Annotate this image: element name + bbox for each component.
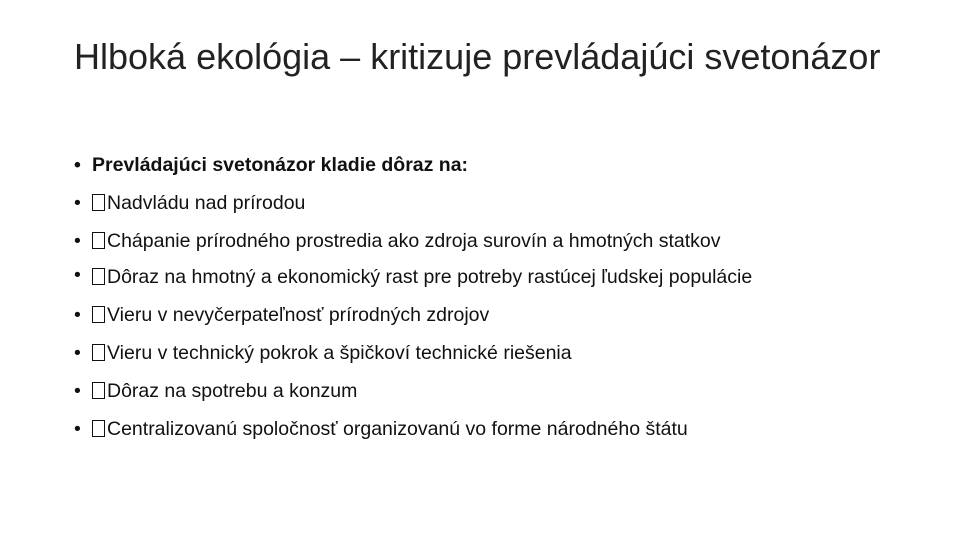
bullet-list — [74, 146, 934, 448]
bullet-intro — [74, 146, 934, 184]
missing-glyph-icon — [92, 268, 105, 285]
bullet-item — [74, 410, 934, 448]
bullet-item-text: Chápanie prírodného prostredia ako zdroja surovín a hmotných statkov — [107, 230, 721, 252]
bullet-item — [74, 372, 934, 410]
bullet-item — [74, 334, 934, 372]
bullet-item-text: Centralizovanú spoločnosť organizovanú vo forme národného štátu — [107, 418, 688, 440]
bullet-item — [74, 296, 934, 334]
bullet-item-text: Nadvládu nad prírodou — [107, 192, 306, 214]
slide-title: Hlboká ekológia – kritizuje prevládajúci svetonázor — [74, 36, 881, 77]
bullet-item — [74, 222, 934, 260]
missing-glyph-icon — [92, 232, 105, 249]
bullet-item-text: Dôraz na spotrebu a konzum — [107, 380, 358, 402]
bullet-item-text: Vieru v technický pokrok a špičkoví technické riešenia — [107, 342, 572, 364]
missing-glyph-icon — [92, 420, 105, 437]
missing-glyph-icon — [92, 382, 105, 399]
bullet-item — [74, 260, 934, 296]
missing-glyph-icon — [92, 344, 105, 361]
bullet-item — [74, 184, 934, 222]
missing-glyph-icon — [92, 306, 105, 323]
bullet-intro-text: Prevládajúci svetonázor kladie dôraz na: — [92, 154, 469, 176]
missing-glyph-icon — [92, 194, 105, 211]
bullet-item-text: Dôraz na hmotný a ekonomický rast pre potreby rastúcej ľudskej populácie — [107, 266, 753, 288]
bullet-item-text: Vieru v nevyčerpateľnosť prírodných zdrojov — [107, 304, 490, 326]
